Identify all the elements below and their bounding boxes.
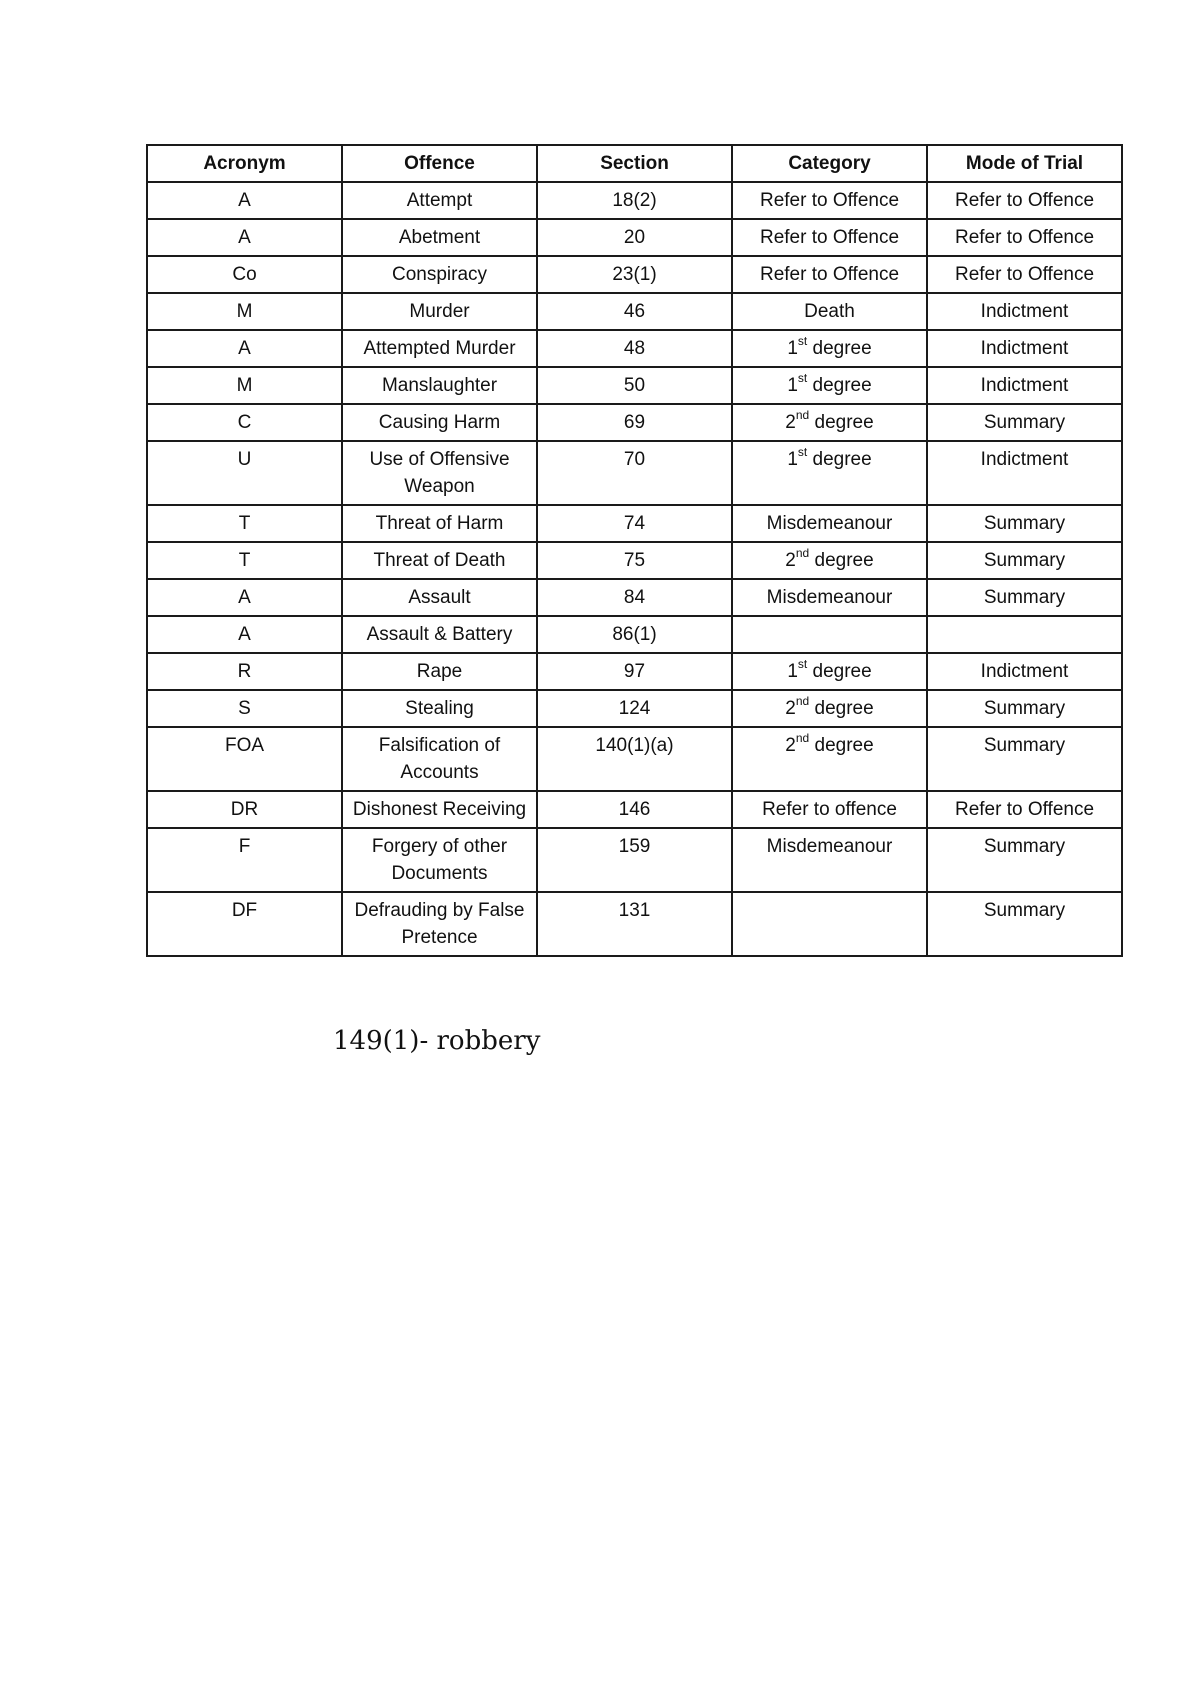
category-ordinal-suffix: st — [797, 333, 808, 348]
category-text: degree — [807, 449, 872, 470]
category-ordinal-suffix: st — [797, 370, 808, 385]
table-row — [147, 182, 1122, 219]
cell-category — [732, 791, 927, 828]
cell-mode-of-trial: Refer to Offence — [927, 256, 1122, 293]
category-text: degree — [809, 735, 874, 756]
cell-mode-of-trial: Summary — [927, 579, 1122, 616]
cell-acronym: Co — [147, 256, 342, 293]
category-number: 1 — [787, 661, 798, 682]
cell-mode-of-trial: Indictment — [927, 653, 1122, 690]
cell-acronym: C — [147, 404, 342, 441]
cell-acronym: A — [147, 330, 342, 367]
cell-category — [732, 690, 927, 727]
cell-category — [732, 219, 927, 256]
cell-category — [732, 616, 927, 653]
cell-acronym: A — [147, 616, 342, 653]
cell-section: 69 — [537, 404, 732, 441]
cell-acronym: T — [147, 542, 342, 579]
header-mode-of-trial: Mode of Trial — [927, 145, 1122, 182]
table-row — [147, 579, 1122, 616]
cell-category — [732, 330, 927, 367]
cell-category — [732, 653, 927, 690]
category-text: Refer to Offence — [759, 264, 900, 285]
category-text: Misdemeanour — [766, 513, 893, 534]
cell-mode-of-trial: Refer to Offence — [927, 791, 1122, 828]
cell-mode-of-trial: Indictment — [927, 330, 1122, 367]
cell-category — [732, 404, 927, 441]
table-row — [147, 330, 1122, 367]
cell-mode-of-trial: Summary — [927, 505, 1122, 542]
cell-section: 50 — [537, 367, 732, 404]
category-ordinal-suffix: nd — [795, 545, 810, 560]
category-ordinal-suffix: nd — [795, 693, 810, 708]
cell-mode-of-trial — [927, 616, 1122, 653]
cell-section: 124 — [537, 690, 732, 727]
cell-section: 97 — [537, 653, 732, 690]
category-number: 2 — [785, 735, 796, 756]
cell-category — [732, 293, 927, 330]
header-section: Section — [537, 145, 732, 182]
category-text: Refer to Offence — [759, 190, 900, 211]
cell-category — [732, 256, 927, 293]
cell-offence: Rape — [342, 653, 537, 690]
header-category: Category — [732, 145, 927, 182]
category-ordinal-suffix: nd — [795, 407, 810, 422]
cell-offence: Use of Offensive Weapon — [342, 441, 537, 505]
cell-category — [732, 505, 927, 542]
category-number: 2 — [785, 412, 796, 433]
cell-acronym: DF — [147, 892, 342, 956]
category-text: degree — [807, 338, 872, 359]
category-text: Refer to offence — [762, 799, 897, 820]
cell-section: 23(1) — [537, 256, 732, 293]
cell-mode-of-trial: Indictment — [927, 441, 1122, 505]
cell-offence: Abetment — [342, 219, 537, 256]
cell-section: 159 — [537, 828, 732, 892]
table-row — [147, 367, 1122, 404]
cell-acronym: U — [147, 441, 342, 505]
cell-category — [732, 182, 927, 219]
cell-section: 48 — [537, 330, 732, 367]
cell-section: 146 — [537, 791, 732, 828]
cell-section: 70 — [537, 441, 732, 505]
cell-acronym: DR — [147, 791, 342, 828]
table-row — [147, 791, 1122, 828]
category-text: degree — [809, 698, 874, 719]
table-row — [147, 293, 1122, 330]
cell-offence: Conspiracy — [342, 256, 537, 293]
cell-acronym: M — [147, 293, 342, 330]
cell-offence: Attempted Murder — [342, 330, 537, 367]
category-number: 1 — [787, 375, 798, 396]
cell-mode-of-trial: Summary — [927, 727, 1122, 791]
table-row — [147, 727, 1122, 791]
cell-section: 74 — [537, 505, 732, 542]
cell-offence: Threat of Death — [342, 542, 537, 579]
footnote-text: 149(1)- robbery — [333, 1026, 541, 1056]
category-number: 1 — [787, 449, 798, 470]
table-row — [147, 542, 1122, 579]
cell-acronym: F — [147, 828, 342, 892]
cell-section: 75 — [537, 542, 732, 579]
cell-offence: Causing Harm — [342, 404, 537, 441]
cell-acronym: FOA — [147, 727, 342, 791]
table-row — [147, 828, 1122, 892]
category-text: Death — [804, 301, 855, 322]
cell-acronym: S — [147, 690, 342, 727]
table-row — [147, 505, 1122, 542]
category-text: Misdemeanour — [766, 587, 893, 608]
category-ordinal-suffix: nd — [795, 730, 810, 745]
cell-offence: Falsification of Accounts — [342, 727, 537, 791]
cell-mode-of-trial: Summary — [927, 542, 1122, 579]
cell-category — [732, 828, 927, 892]
cell-offence: Manslaughter — [342, 367, 537, 404]
header-acronym: Acronym — [147, 145, 342, 182]
cell-offence: Threat of Harm — [342, 505, 537, 542]
category-text: degree — [807, 661, 872, 682]
table-row — [147, 892, 1122, 956]
cell-section: 84 — [537, 579, 732, 616]
cell-section: 131 — [537, 892, 732, 956]
table-row — [147, 256, 1122, 293]
category-number: 2 — [785, 550, 796, 571]
cell-offence: Assault & Battery — [342, 616, 537, 653]
cell-category — [732, 727, 927, 791]
table-row — [147, 616, 1122, 653]
table-row — [147, 653, 1122, 690]
category-text: Misdemeanour — [766, 836, 893, 857]
cell-category — [732, 542, 927, 579]
cell-offence: Murder — [342, 293, 537, 330]
cell-category — [732, 579, 927, 616]
table-row — [147, 690, 1122, 727]
cell-section: 20 — [537, 219, 732, 256]
table-body — [147, 182, 1122, 956]
cell-section: 140(1)(a) — [537, 727, 732, 791]
cell-offence: Assault — [342, 579, 537, 616]
cell-mode-of-trial: Summary — [927, 690, 1122, 727]
cell-section: 18(2) — [537, 182, 732, 219]
cell-category — [732, 892, 927, 956]
category-text: Refer to Offence — [759, 227, 900, 248]
category-ordinal-suffix: st — [797, 444, 808, 459]
cell-mode-of-trial: Indictment — [927, 367, 1122, 404]
cell-offence: Attempt — [342, 182, 537, 219]
category-number: 1 — [787, 338, 798, 359]
table-header-row — [147, 145, 1122, 182]
cell-section: 86(1) — [537, 616, 732, 653]
cell-acronym: R — [147, 653, 342, 690]
cell-mode-of-trial: Summary — [927, 892, 1122, 956]
category-text: degree — [807, 375, 872, 396]
cell-acronym: A — [147, 219, 342, 256]
cell-category — [732, 441, 927, 505]
cell-category — [732, 367, 927, 404]
cell-mode-of-trial: Summary — [927, 828, 1122, 892]
cell-offence: Stealing — [342, 690, 537, 727]
cell-offence: Defrauding by False Pretence — [342, 892, 537, 956]
table-row — [147, 404, 1122, 441]
category-text: degree — [809, 412, 874, 433]
cell-mode-of-trial: Refer to Offence — [927, 219, 1122, 256]
cell-offence: Dishonest Receiving — [342, 791, 537, 828]
category-number: 2 — [785, 698, 796, 719]
cell-acronym: T — [147, 505, 342, 542]
cell-acronym: A — [147, 182, 342, 219]
cell-acronym: A — [147, 579, 342, 616]
cell-mode-of-trial: Refer to Offence — [927, 182, 1122, 219]
cell-offence: Forgery of other Documents — [342, 828, 537, 892]
table-row — [147, 441, 1122, 505]
category-text: degree — [809, 550, 874, 571]
cell-section: 46 — [537, 293, 732, 330]
cell-mode-of-trial: Indictment — [927, 293, 1122, 330]
header-offence: Offence — [342, 145, 537, 182]
table-row — [147, 219, 1122, 256]
cell-mode-of-trial: Summary — [927, 404, 1122, 441]
offence-table — [146, 144, 1123, 957]
category-ordinal-suffix: st — [797, 656, 808, 671]
cell-acronym: M — [147, 367, 342, 404]
